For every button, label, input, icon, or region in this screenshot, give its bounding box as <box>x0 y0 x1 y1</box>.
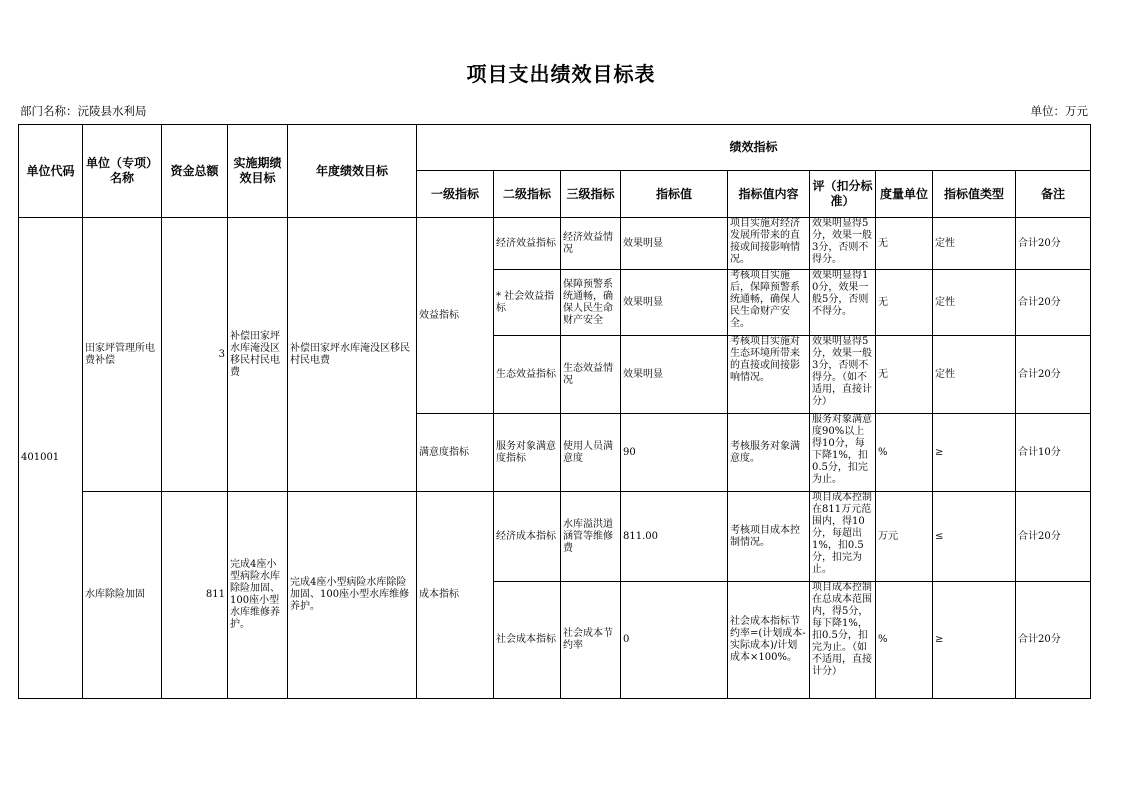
value-cell: 90 <box>621 414 728 492</box>
value-cell: 效果明显 <box>621 270 728 336</box>
project-funds-cell: 3 <box>162 218 228 492</box>
level1-cell: 成本指标 <box>417 492 494 699</box>
level3-cell: 生态效益情况 <box>561 336 621 414</box>
measure-unit-cell: % <box>876 414 933 492</box>
performance-goal-table <box>18 124 1091 699</box>
annual-goal-cell: 补偿田家坪水库淹没区移民村民电费 <box>288 218 417 492</box>
level3-cell: 保障预警系统通畅，确保人民生命财产安全 <box>561 270 621 336</box>
page-title: 项目支出绩效目标表 <box>466 62 656 86</box>
header-unit-code: 单位代码 <box>19 125 83 218</box>
value-type-cell: 定性 <box>933 336 1016 414</box>
scoring-cell: 服务对象满意度90%以上得10分，每下降1%，扣0.5分，扣完为止。 <box>810 414 876 492</box>
level3-cell: 水库溢洪道涵管等维修费 <box>561 492 621 582</box>
header-level2: 二级指标 <box>494 171 561 218</box>
value-type-cell: ≥ <box>933 414 1016 492</box>
header-total-funds: 资金总额 <box>162 125 228 218</box>
scoring-cell: 效果明显得5分，效果一般3分，否则不得分。 <box>810 218 876 270</box>
value-content-cell: 考核服务对象满意度。 <box>728 414 810 492</box>
remark-cell: 合计20分 <box>1016 336 1091 414</box>
currency-unit: 单位：万元 <box>1030 104 1088 118</box>
header-level3: 三级指标 <box>561 171 621 218</box>
header-value-type: 指标值类型 <box>933 171 1016 218</box>
value-cell: 效果明显 <box>621 218 728 270</box>
level2-cell: 服务对象满意度指标 <box>494 414 561 492</box>
header-period-goal: 实施期绩效目标 <box>228 125 288 218</box>
level1-cell: 满意度指标 <box>417 414 494 492</box>
annual-goal-cell: 完成4座小型病险水库除险加固、100座小型水库维修养护。 <box>288 492 417 699</box>
remark-cell: 合计20分 <box>1016 218 1091 270</box>
project-name-cell: 田家坪管理所电费补偿 <box>83 218 162 492</box>
header-scoring: 评（扣分标准） <box>810 171 876 218</box>
level3-cell: 使用人员满意度 <box>561 414 621 492</box>
value-content-cell: 考核项目实施后，保障预警系统通畅，确保人民生命财产安全。 <box>728 270 810 336</box>
scoring-cell: 项目成本控制在811万元范围内，得10分，每超出1%，扣0.5分，扣完为止。 <box>810 492 876 582</box>
remark-cell: 合计20分 <box>1016 492 1091 582</box>
measure-unit-cell: 万元 <box>876 492 933 582</box>
header-measure-unit: 度量单位 <box>876 171 933 218</box>
value-type-cell: ≥ <box>933 582 1016 699</box>
level2-cell: 经济成本指标 <box>494 492 561 582</box>
header-value: 指标值 <box>621 171 728 218</box>
measure-unit-cell: % <box>876 582 933 699</box>
level1-cell: 效益指标 <box>417 218 494 414</box>
value-content-cell: 考核项目成本控制情况。 <box>728 492 810 582</box>
value-cell: 0 <box>621 582 728 699</box>
header-level1: 一级指标 <box>417 171 494 218</box>
level2-cell: 经济效益指标 <box>494 218 561 270</box>
value-content-cell: 考核项目实施对生态环境所带来的直接或间接影响情况。 <box>728 336 810 414</box>
project-name-cell: 水库除险加固 <box>83 492 162 699</box>
measure-unit-cell: 无 <box>876 336 933 414</box>
level3-cell: 社会成本节约率 <box>561 582 621 699</box>
value-type-cell: ≤ <box>933 492 1016 582</box>
unit-code-cell: 401001 <box>19 218 83 699</box>
scoring-cell: 效果明显得5分，效果一般3分，否则不得分。（如不适用，直接计分） <box>810 336 876 414</box>
measure-unit-cell: 无 <box>876 218 933 270</box>
header-unit-name: 单位（专项）名称 <box>83 125 162 218</box>
table-row <box>19 218 1091 270</box>
value-cell: 效果明显 <box>621 336 728 414</box>
measure-unit-cell: 无 <box>876 270 933 336</box>
department-name: 部门名称：沅陵县水利局 <box>20 104 147 118</box>
scoring-cell: 项目成本控制在总成本范围内，得5分，每下降1%，扣0.5分，扣完为止。（如不适用，直接计分） <box>810 582 876 699</box>
table-row <box>19 492 1091 582</box>
header-value-content: 指标值内容 <box>728 171 810 218</box>
level2-cell: 社会成本指标 <box>494 582 561 699</box>
scoring-cell: 效果明显得10分，效果一般5分，否则不得分。 <box>810 270 876 336</box>
project-funds-cell: 811 <box>162 492 228 699</box>
header-performance-indicators: 绩效指标 <box>417 125 1091 171</box>
remark-cell: 合计20分 <box>1016 582 1091 699</box>
value-content-cell: 项目实施对经济发展所带来的直接或间接影响情况。 <box>728 218 810 270</box>
value-cell: 811.00 <box>621 492 728 582</box>
period-goal-cell: 补偿田家坪水库淹没区移民村民电费 <box>228 218 288 492</box>
header-remark: 备注 <box>1016 171 1091 218</box>
remark-cell: 合计20分 <box>1016 270 1091 336</box>
level3-cell: 经济效益情况 <box>561 218 621 270</box>
period-goal-cell: 完成4座小型病险水库除险加固、100座小型水库维修养护。 <box>228 492 288 699</box>
value-type-cell: 定性 <box>933 270 1016 336</box>
level2-cell: 生态效益指标 <box>494 336 561 414</box>
remark-cell: 合计10分 <box>1016 414 1091 492</box>
header-annual-goal: 年度绩效目标 <box>288 125 417 218</box>
level2-cell: * 社会效益指标 <box>494 270 561 336</box>
value-content-cell: 社会成本指标节约率=(计划成本-实际成本)/计划成本×100%。 <box>728 582 810 699</box>
value-type-cell: 定性 <box>933 218 1016 270</box>
